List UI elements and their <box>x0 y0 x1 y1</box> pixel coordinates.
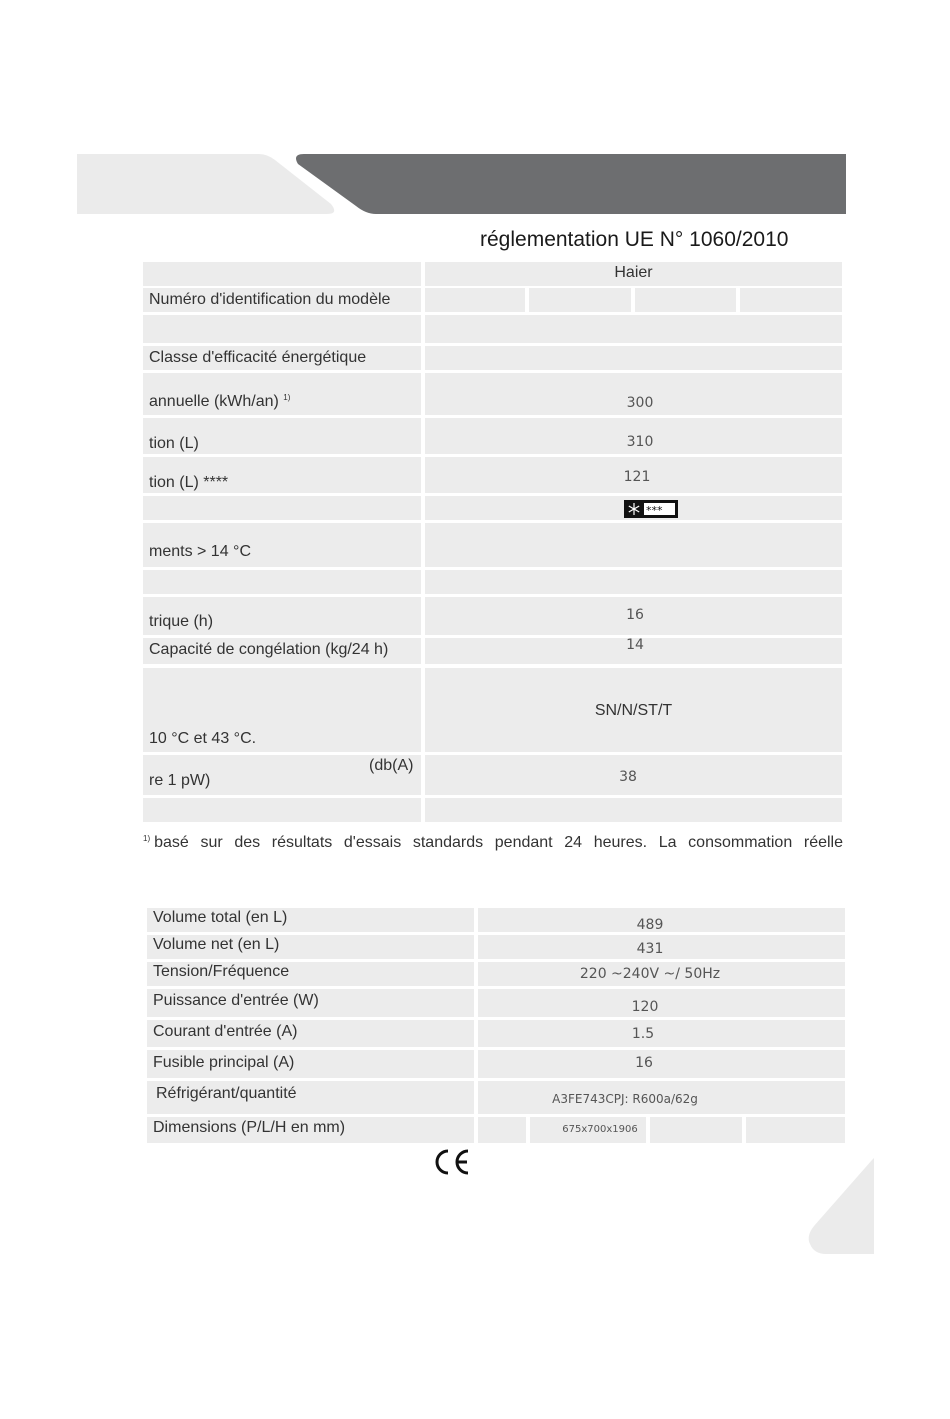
annual-consumption-label: annuelle (kWh/an) $^{1)}$ <box>149 393 291 410</box>
brand-value: Haier <box>614 264 653 281</box>
input-power-value: 120 <box>631 999 659 1015</box>
refrigerant-label: Réfrigérant/quantité <box>156 1085 297 1102</box>
refrigerant-value: A3FE743CPJ: R600a/62g <box>552 1092 698 1106</box>
climate-class-value: SN/N/ST/T <box>594 702 673 719</box>
model-cell-4 <box>740 288 842 312</box>
main-fuse-value: 16 <box>635 1055 653 1071</box>
model-cell-3 <box>635 288 736 312</box>
total-volume-value: 489 <box>636 917 664 933</box>
freezing-capacity-value: 14 <box>626 637 644 653</box>
table1-value-cell <box>425 570 842 594</box>
table1-label-cell <box>143 262 421 286</box>
svg-text:***: *** <box>646 504 663 517</box>
input-current-value: 1.5 <box>631 1026 655 1042</box>
table1-label-cell <box>143 315 421 343</box>
four-star-freezer-icon <box>624 500 678 518</box>
dimensions-cell-4 <box>746 1117 845 1143</box>
freezer-volume-value: 121 <box>623 469 651 485</box>
net-volume-value: 431 <box>636 941 664 957</box>
page-corner-tab <box>806 1158 876 1254</box>
freezing-capacity-label: Capacité de congélation (kg/24 h) <box>149 641 389 658</box>
table1-label-cell <box>143 798 421 822</box>
climate-class-label: 10 °C et 43 °C. <box>149 730 257 747</box>
noise-value: 38 <box>619 769 637 785</box>
table1-value-cell <box>425 523 842 567</box>
dimensions-cell-1 <box>478 1117 526 1143</box>
noise-unit-label: (db(A) <box>369 757 414 774</box>
energy-class-label: Classe d'efficacité énergétique <box>149 349 367 366</box>
ce-mark-icon <box>432 1147 472 1177</box>
voltage-frequency-label: Tension/Fréquence <box>153 963 290 980</box>
model-id-label: Numéro d'identification du modèle <box>149 291 391 308</box>
table1-label-cell <box>143 496 421 520</box>
fridge-volume-value: 310 <box>626 434 654 450</box>
autonomy-label: trique (h) <box>149 613 214 630</box>
input-current-label: Courant d'entrée (A) <box>153 1023 298 1040</box>
total-volume-label: Volume total (en L) <box>153 909 288 926</box>
freezer-volume-label: tion (L) **** <box>149 474 229 491</box>
table1-label-cell <box>143 570 421 594</box>
table1-value-cell <box>425 346 842 370</box>
input-power-label: Puissance d'entrée (W) <box>153 992 319 1009</box>
header-banner-dark <box>294 154 846 214</box>
annual-consumption-value: 300 <box>626 395 654 411</box>
table1-value-cell <box>425 798 842 822</box>
dimensions-value: 675x700x1906 <box>562 1124 638 1135</box>
table1-value-cell <box>425 315 842 343</box>
model-cell-1 <box>425 288 525 312</box>
voltage-frequency-value: 220 ~240V ~/ 50Hz <box>579 966 721 982</box>
autonomy-value: 16 <box>626 607 644 623</box>
compartments-label: ments > 14 °C <box>149 543 251 560</box>
footnote: $^{1)}$ basé sur des résultats d'essais standards pendant 24 heures. La consommation réelle <box>143 834 843 851</box>
fridge-volume-label: tion (L) <box>149 435 199 452</box>
regulation-heading: réglementation UE N° 1060/2010 <box>480 228 789 251</box>
main-fuse-label: Fusible principal (A) <box>153 1054 295 1071</box>
noise-label: re 1 pW) <box>149 772 211 789</box>
net-volume-label: Volume net (en L) <box>153 936 280 953</box>
dimensions-label: Dimensions (P/L/H en mm) <box>153 1119 346 1136</box>
model-cell-2 <box>529 288 631 312</box>
